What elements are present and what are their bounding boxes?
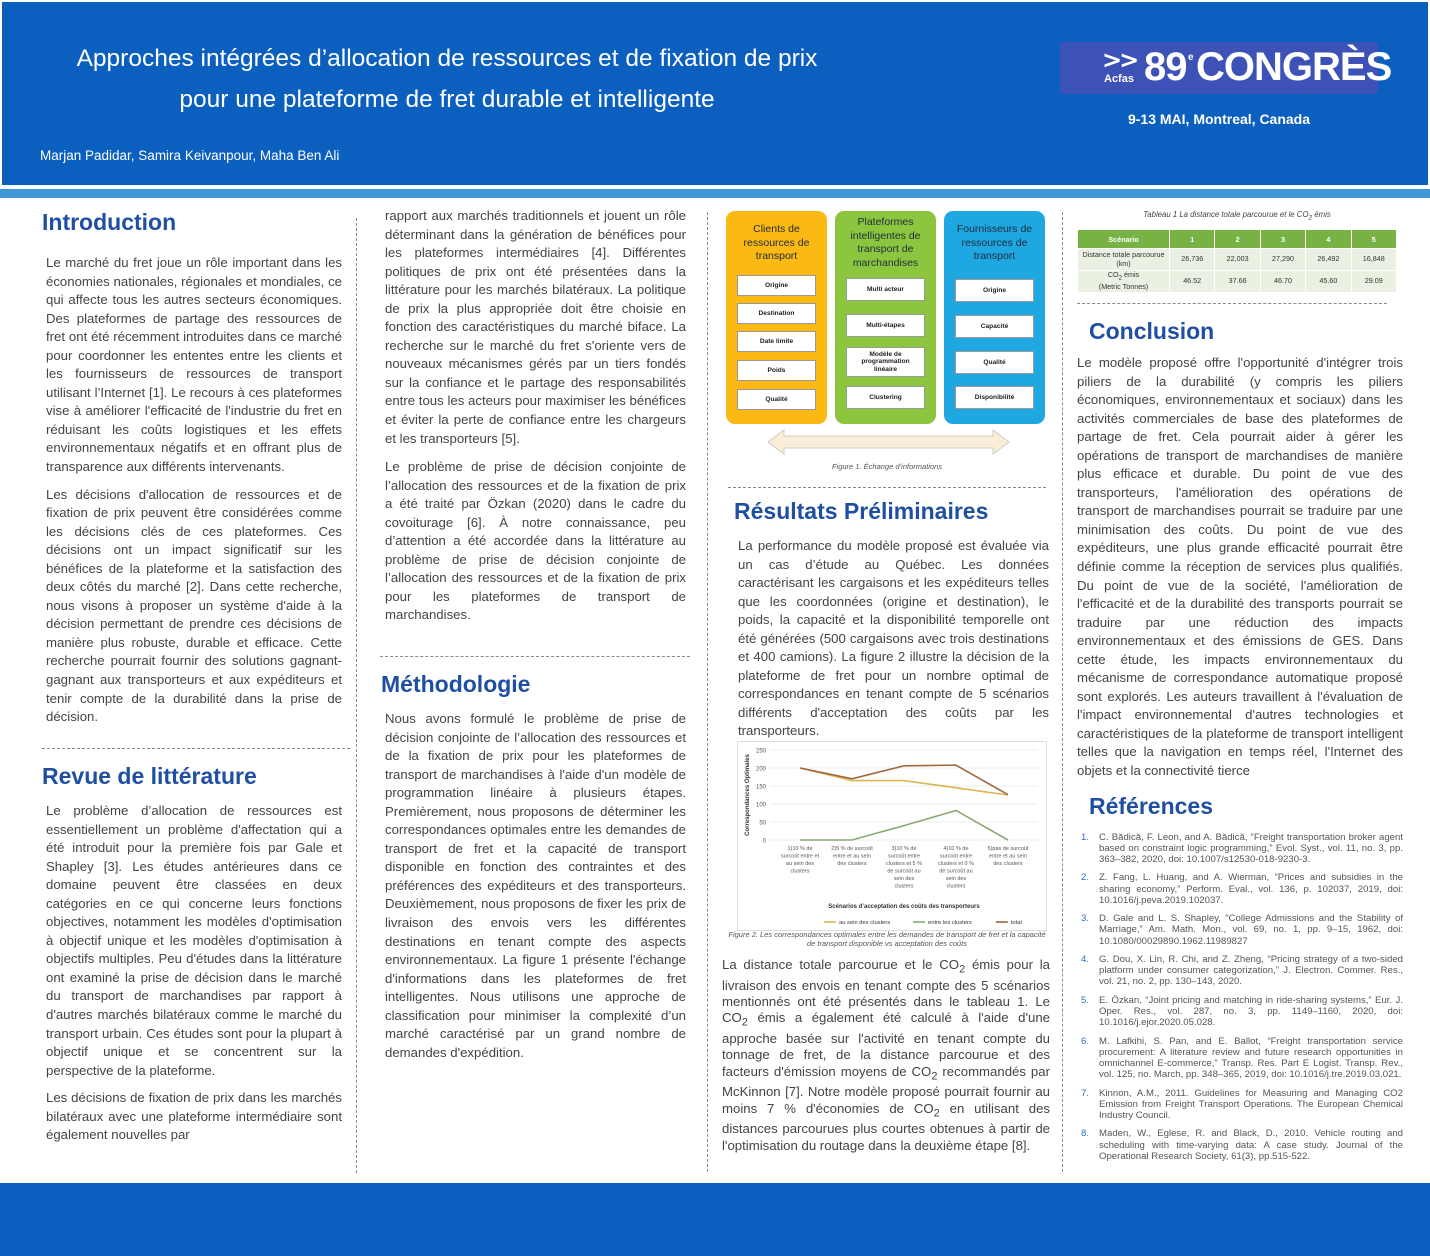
divider <box>42 748 350 749</box>
reference-number: 6. <box>1081 1035 1090 1047</box>
clients-item: Poids <box>737 360 816 381</box>
suppliers-box <box>944 211 1045 424</box>
legend-label: au sein des clusters <box>839 920 891 926</box>
reference-item <box>1077 832 1403 866</box>
column-divider <box>1062 212 1063 1172</box>
text-run: en utilisant des distances parcourues plus courtes obtenues à partir de l'optimisation du routage dans la deuxième étape [8]. <box>722 1100 1050 1153</box>
text-run: La distance totale parcourue et le CO <box>722 957 960 972</box>
conclusion-paragraph: Le modèle proposé offre l'opportunité d'intégrer trois piliers de la durabilité (y compris les piliers économiques, environnementaux et sociaux) dans les activités commerciales de base des plateformes de partage de fret. Cela pourrait aider à gérer les opérations de transport de marchandises de manière plus efficace et durable. Du point de vue des transporteurs, l'amélioration des opérations de transport de marchandises pourrait se traduire par une minimisation des coûts. Du point de vue des expéditeurs, une plus grande efficacité pourrait être définie comme la réception de services plus qualifiés. Du point de vue de la société, l'amélioration de l'efficacité et de la durabilité des transports pourrait se traduire par une réduction des impacts environnementaux et des émissions de GES. Dans cette étude, les impacts environnementaux du mécanisme de correspondance automatique proposé sont explorés. Les auteurs travaillent à l'évaluation de l'impact environnemental d'autres technologies et caractéristiques de la plateforme de transport intelligent telles que la navigation en temps réel, l'Internet des objets et la connectivité tierce <box>1077 355 1403 779</box>
legend-label: entre les clusters <box>928 920 972 926</box>
text-run: (Metric Tonnes) <box>1098 282 1149 292</box>
poster-footer <box>0 1183 1430 1256</box>
logo-number: 89 <box>1144 45 1187 89</box>
x-tick-label: 4)10 % de surcoût entre clusters et 0 % de surcoût au sein des clusters <box>937 846 975 890</box>
x-tick-label: 3)10 % de surcoût entre clusters et 5 % de surcoût au sein des clusters <box>885 846 923 890</box>
table-cell: 45.60 <box>1306 271 1351 293</box>
poster-header <box>0 0 1430 187</box>
y-tick-label: 100 <box>755 802 766 809</box>
text-run: (km) <box>1116 258 1131 268</box>
table-header: 4 <box>1306 230 1351 249</box>
line-chart <box>738 742 1048 932</box>
series-line-entre-les-clusters <box>800 810 1008 840</box>
platforms-title: Plateformes intelligentes de transport de marchandises <box>850 216 921 269</box>
reference-number: 3. <box>1081 913 1090 925</box>
y-axis-label: Correspondances Optimales <box>745 754 751 836</box>
logo-acfas: Acfas <box>1104 73 1134 85</box>
platforms-item: Multi-étapes <box>846 314 925 337</box>
double-arrow-icon <box>766 428 1011 456</box>
congress-logo <box>1060 42 1392 94</box>
reference-text: E. Özkan, “Joint pricing and matching in ride-sharing systems,” Eur. J. Oper. Res., vol. 287, no. 3, pp. 1149–1160, 2020, doi: 10.1016/j.ejor.2020.05.028. <box>1099 994 1403 1029</box>
references-list <box>1077 832 1403 1162</box>
figure-1-caption: Figure 1. Échange d’informations <box>831 462 943 471</box>
platforms-item: Modèle de programmation linéaire <box>846 347 925 377</box>
text-run: Tableau 1 La distance totale parcourue et le CO <box>1143 210 1309 219</box>
x-tick-label: 5)pas de surcoût entre et au sein des clusters <box>987 846 1029 867</box>
subscript: 2 <box>741 1016 748 1029</box>
figure-2-chart <box>737 741 1047 931</box>
table-1 <box>1077 229 1397 293</box>
table-cell: 16,848 <box>1351 249 1396 271</box>
table-cell: 46.70 <box>1260 271 1305 293</box>
suppliers-title: Fournisseurs de ressources de transport <box>956 223 1033 262</box>
literature-paragraph-1: Le problème d’allocation de ressources est essentiellement un problème d'affectation qui a été introduit pour la première fois par Gale et Shapley [3]. Les études antérieures dans ce domaine peuvent être classées en deux catégories en ce qui concerne leurs fonctions objectives, notamment les modèles d'optimisation à objectif unique et les modèles d'optimisation à objectifs multiples. Peu d'études dans la littérature ont examiné la prise de décision dans le marché du transport de marchandises par rapport à d'autres marchés bilatéraux comme le marché du transport urbain. Ces études sont pour la plupart à objectif unique et se concentrent sur la perspective de la plateforme. <box>46 803 342 1078</box>
literature-paragraph-4: Le problème de prise de décision conjointe de l’allocation des ressources et de la fixation de prix a été traité par Özkan (2020) dans le cadre du covoiturage [6]. À notre connaissance, peu d’attention a été accordée dans la littérature au problème de prise de décision conjointe de l’allocation des ressources et de la fixation de prix pour les plateformes de transport de marchandises. <box>385 459 686 623</box>
clients-title: Clients de ressources de transport <box>743 223 810 262</box>
column-1-lower <box>42 762 342 1145</box>
reference-item <box>1077 954 1403 988</box>
clients-item: Origine <box>737 275 816 296</box>
table-cell: 27,290 <box>1260 249 1305 271</box>
references-heading: Références <box>1089 792 1214 819</box>
text-run: émis <box>1121 270 1140 280</box>
congress-dates: 9-13 MAI, Montreal, Canada <box>1127 111 1311 127</box>
table-1-caption <box>1077 210 1397 222</box>
logo-superscript: e <box>1188 52 1194 63</box>
text-run: recommandés par McKinnon [7]. Notre modèle proposé pourrait fournir au moins 7 % d'économies de CO <box>722 1063 1050 1116</box>
reference-number: 1. <box>1081 831 1090 843</box>
suppliers-item: Origine <box>955 279 1034 302</box>
table-cell: 26,492 <box>1306 249 1351 271</box>
reference-number: 2. <box>1081 872 1090 884</box>
clients-item: Destination <box>737 303 816 324</box>
reference-item <box>1077 995 1403 1029</box>
subscript: 2 <box>1308 214 1313 222</box>
suppliers-item: Capacité <box>955 315 1034 338</box>
table-header: 2 <box>1215 230 1260 249</box>
table-cell: 29.09 <box>1351 271 1396 293</box>
text-run: Distance totale parcourue <box>1082 250 1165 259</box>
column-divider <box>356 218 357 1173</box>
logo-word: CONGRÈS <box>1196 45 1392 89</box>
figure-1 <box>722 208 1052 476</box>
reference-item <box>1077 1036 1403 1081</box>
text-run: CO <box>1107 270 1119 280</box>
table-header: 1 <box>1170 230 1215 249</box>
intro-heading: Introduction <box>42 209 177 235</box>
text-run: émis <box>1312 210 1331 219</box>
reference-text: Maden, W., Eglese, R. and Black, D., 2010. Vehicle routing and scheduling with time-varying data: A case study. Journal of the Operational Research Society, 61(3), pp.515-522. <box>1099 1128 1403 1162</box>
table-row <box>1078 271 1397 293</box>
platforms-box <box>835 211 936 424</box>
divider <box>1077 303 1387 304</box>
methodology-paragraph: Nous avons formulé le problème de prise de décision conjointe de l’allocation des ressources et de la fixation de prix pour les plateformes de transport de marchandises à l'aide d'un modèle de programmation linéaire à plusieurs étapes. Premièrement, nous proposons de déterminer les correspondances optimales entre les demandes de transport de fret et la capacité de transport disponible en fonction des contraintes et des préférences des expéditeurs et des transporteurs. Deuxièmement, nous proposons de fixer les prix de livraison des envois vers les différentes destinations en tenant compte des aspects environnementaux. La figure 1 présente l'échange d'informations dans les plateformes de fret intelligentes. Nous utilisons une approche de classification pour minimiser la complexité d’un marché caractérisé par un grand nombre de demandes d'expédition. <box>385 711 686 1060</box>
column-3 <box>734 497 1049 741</box>
y-tick-label: 150 <box>755 784 766 791</box>
clients-item: Date limite <box>737 331 816 352</box>
text-run: émis pour la livraison des envois en tenant compte des 5 scénarios mentionnés ont été présentés dans le tableau 1. Le CO <box>722 957 1050 1026</box>
intro-paragraph-2: Les décisions d'allocation de ressources et de fixation de prix peuvent être considérées comme les décisions clés de ces plateformes. Ces décisions ont un impact significatif sur les bénéfices de la plateforme et la satisfaction des deux côtés du marché [2]. Dans cette recherche, nous visons à proposer un système d'aide à la décision permettant de prendre ces décisions de manière plus robuste, durable et efficace. Cette recherche pourrait fournir des solutions gagnant-gagnant aux transporteurs et aux expéditeurs et tenir compte de la durabilité dans la prise de décision. <box>46 486 342 725</box>
y-tick-label: 0 <box>762 838 766 845</box>
reference-item <box>1077 1088 1403 1122</box>
conclusion-heading: Conclusion <box>1089 318 1215 344</box>
emissions-paragraph <box>722 957 1050 1154</box>
legend-label: total <box>1010 920 1022 926</box>
column-2 <box>385 207 686 625</box>
column-4 <box>1077 317 1403 1169</box>
figure-2-caption: Figure 2. Les correspondances optimales entre les demandes de transport de fret et la capacité de transport disponible vs acceptation des coûts <box>728 930 1046 948</box>
y-tick-label: 250 <box>755 748 766 755</box>
table-header: 5 <box>1351 230 1396 249</box>
reference-text: M. Lafkihi, S. Pan, and E. Ballot, “Freight transportation service procurement: A literature review and future research opportunities in omnichannel E-commerce,” Transp. Res. Part E Logist. Transp. Rev., vol. 125, no. March, pp. 348–365, 2019, doi: 10.1016/j.tre.2019.03.021. <box>1099 1035 1403 1081</box>
text-run: émis a également été calculé à l'aide d'une approche basée sur l'activité en tenant compte du tonnage de fret, de la distance parcourue et des facteurs d'émission moyens de CO <box>722 1010 1050 1079</box>
reference-text: C. Bădică, F. Leon, and A. Bădică, “Freight transportation broker agent based on constraint logic programming,” Evol. Syst., vol. 11, no. 3, pp. 363–382, 2020, doi: 10.1007/s12530-018-9230-3. <box>1099 831 1403 865</box>
results-paragraph: La performance du modèle proposé est évaluée via un cas d’étude au Québec. Les données caractérisant les cargaisons et les expéditeurs telles que les coordonnées (origine et destination), le poids, la capacité et la disponibilité temporelle ont été générées (500 cargaisons avec trois destinations et 400 camions). La figure 2 illustre la décision de la plateforme de fret pour un nombre optimal de correspondances en tenant compte de 5 scénarios différents d'acceptation des coûts par les transporteurs. <box>738 538 1049 739</box>
table-cell: 22,003 <box>1215 249 1260 271</box>
divider <box>728 487 1046 488</box>
column-divider <box>707 212 708 1172</box>
reference-text: Z. Fang, L. Huang, and A. Wierman, “Prices and subsidies in the sharing economy,” Perform. Eval., vol. 136, p. 102037, 2019, doi: 10.1016/j.peva.2019.102037. <box>1099 872 1403 906</box>
results-heading: Résultats Préliminaires <box>734 498 989 524</box>
platforms-item: Multi acteur <box>846 278 925 301</box>
subscript: 2 <box>933 1107 940 1120</box>
literature-heading: Revue de littérature <box>42 763 257 789</box>
title-line-1: Approches intégrées d’allocation de ressources et de fixation de prix <box>76 45 818 72</box>
logo-arrows-icon: >> <box>1102 46 1137 74</box>
intro-paragraph-1: Le marché du fret joue un rôle important dans les économies nationales, régionales et mondiales, ce qui affecte tous les autres secteurs économiques. Des plateformes de partage des ressources de fret ont été récemment introduites dans ce marché pour coordonner les ententes entre les clients et les fournisseurs de ressources de transport utilisant l’Internet [1]. Le recours à ces plateformes vise à améliorer l'efficacité de l'industrie du fret en réduisant les coûts logistiques et les effets environnementaux négatifs et en offrant plus de transparence aux différents intervenants. <box>46 255 342 475</box>
reference-text: Kinnon, A.M., 2011. Guidelines for Measuring and Managing CO2 Emission from Freight Transport Operations. The European Chemical Industry Council. <box>1099 1087 1403 1121</box>
table-row <box>1078 249 1397 271</box>
header-strip <box>0 189 1430 198</box>
reference-item <box>1077 872 1403 906</box>
poster-title <box>32 38 862 120</box>
y-tick-label: 200 <box>755 766 766 773</box>
subscript: 2 <box>1118 275 1122 282</box>
table-cell: 37.66 <box>1215 271 1260 293</box>
reference-item <box>1077 1128 1403 1162</box>
platforms-item: Clustering <box>846 386 925 409</box>
suppliers-item: Disponibilité <box>955 386 1034 409</box>
table-cell <box>1078 271 1170 293</box>
literature-paragraph-3: rapport aux marchés traditionnels et jouent un rôle déterminant dans la génération de bénéfices pour les plateformes intermédiaires [4]. Différentes politiques de prix ont été présentées dans la littérature pour les marchés bilatéraux. La politique de prix la plus appropriée doit être choisie en fonction des caractéristiques du marché biface. La recherche sur le marché du fret s'oriente vers de nouveaux mécanismes gérés par un tiers fondés sur la confiance et le partage des responsabilités entre tous les acteurs pour maximiser les bénéfices et éviter la perte de confiance entre les chargeurs et les transporteurs [5]. <box>385 208 686 446</box>
series-line-au-sein-des-clusters <box>800 768 1008 795</box>
title-line-2: pour une plateforme de fret durable et intelligente <box>179 86 715 113</box>
reference-number: 4. <box>1081 953 1090 965</box>
clients-box <box>726 211 827 424</box>
table-header-row <box>1078 230 1397 249</box>
table-header: Scénario <box>1078 230 1170 249</box>
subscript: 2 <box>931 1070 938 1083</box>
y-tick-label: 50 <box>759 820 766 827</box>
column-2-lower <box>381 670 686 1062</box>
reference-item <box>1077 913 1403 947</box>
methodology-heading: Méthodologie <box>381 671 531 697</box>
divider <box>380 656 690 657</box>
column-1 <box>42 208 342 727</box>
x-tick-label: 2)5 % de surcoût entre et au sein des clusters <box>831 846 873 867</box>
reference-number: 7. <box>1081 1087 1090 1099</box>
reference-number: 8. <box>1081 1128 1090 1140</box>
reference-text: G. Dou, X. Lin, R. Chi, and Z. Zheng, “Pricing strategy of a two-sided platform under consumer categorization,” J. Electron. Commer. Res., vol. 21, no. 2, pp. 130–143, 2020. <box>1099 953 1403 988</box>
table-cell: 46.52 <box>1170 271 1215 293</box>
x-tick-label: 1)10 % de surcoût entre et au sein des clusters <box>780 846 820 875</box>
authors: Marjan Padidar, Samira Keivanpour, Maha Ben Ali <box>40 148 340 163</box>
reference-text: D. Gale and L. S. Shapley, “College Admissions and the Stability of Marriage,” Am. Math. Mon., vol. 69, no. 1, pp. 9–15, 1962, doi: 10.1080/00029890.1962.11989827 <box>1099 913 1403 947</box>
column-3-lower <box>722 957 1050 1154</box>
x-axis-label: Scénarios d’acceptation des coûts des transporteurs <box>828 904 980 910</box>
table-cell: 26,736 <box>1170 249 1215 271</box>
table-cell <box>1078 249 1170 271</box>
literature-paragraph-2: Les décisions de fixation de prix dans les marchés bilatéraux avec une plateforme intermédiaire sont également nouvelles par <box>46 1090 342 1143</box>
reference-number: 5. <box>1081 994 1090 1006</box>
suppliers-item: Qualité <box>955 351 1034 374</box>
clients-item: Qualité <box>737 389 816 410</box>
table-header: 3 <box>1260 230 1305 249</box>
subscript: 2 <box>959 963 966 976</box>
